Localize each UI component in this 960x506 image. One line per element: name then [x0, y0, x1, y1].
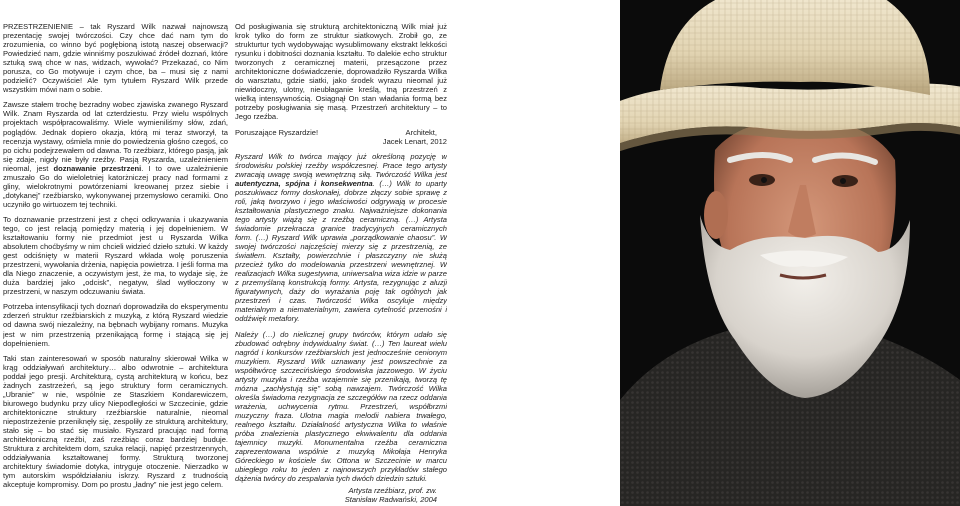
- paragraph-music: Potrzeba intensyfikacji tych doznań doprowadziła do eksperymentu zderzeń struktur rzeźbiarskich z muzyką, z którą Ryszard wiedzie od dawna swój niezależny, na bębnach wybijany romans. Muzyka jest w nim przestrzenią przenikającą formę i stającą się jej dopełnieniem.: [3, 302, 228, 348]
- signature-2-role: Artysta rzeźbiarz, prof. zw.: [348, 486, 437, 496]
- portrait-photo: [620, 0, 960, 506]
- paragraph-bewilderment: [3, 100, 228, 209]
- signature-row-1: [235, 128, 447, 137]
- text-column-left: [3, 22, 228, 504]
- signature-2-name: Stanisław Radwański, 2004: [344, 495, 437, 504]
- quote-second: Należy (…) do nielicznej grupy twórców, którym udało się zbudować odrębny indywidualny świat. (…) Ten laureat wielu nagród i konkursów rzeźbiarskich jest jednocześnie cenionym muzykiem. Ryszard Wilk uznawany jest powszechnie za współtwórcę szczecińskiego środowiska jazzowego. W życiu artysty muzyka i rzeźba wzajemnie się przenikają, tworzą tę mózna „zachłystują się” sobą nawzajem. Twórczość Wilka określa świadoma rezygnacja ze szczegółów na rzecz oddania wrażenia, uchwycenia rytmu. Przestrzeń, współbrzmi muzyczny fraza. Ulotna magia melodii nabiera trwałego, realnego kształtu. Działalność artystyczna Wilka to właśnie próba znalezienia plastycznego ekwiwalentu dla oddania tajemnicy muzyki. Monumentalna rzeźba ceramiczna zaprezentowana wspólnie z muzyką Mikołaja Henryka Góreckiego w kościele św. Ottona w Szczecinie w marcu ubiegłego roku to jeden z najnowszych przykładów stałego dążenia twórcy do zespalania tych dwóch dziedzin sztuki.: [235, 329, 447, 484]
- text-column-right: [235, 22, 447, 504]
- paragraph-bewilderment-tail: . I to owe uzależnienie zmuszało Go do wieloletniej katorżniczej pracy nad formami z gliny, wielokrotnymi powtórzeniami kreowanej przez siebie i „dotykanej” rzeźbiarsko, wykonywanej przemysłowo ceramiki. Ono uczyniło go wirtuozem tej techniki.: [3, 163, 228, 209]
- portrait-image: [620, 0, 960, 506]
- paragraph-intro: PRZESTRZENIENIE – tak Ryszard Wilk nazwał najnowszą prezentację swojej twórczości. Czy chce dać nam tym do zrozumienia, co winno być pogłębioną istotą naszej obserwacji? Powiedzieć nam, gdzie winniśmy poszukiwać źródeł doznań, które sztuką swą chce w nas, widzach, wywołać? Przekazać, co Nim porusza, co Go motywuje i czym chce, ba – musi się z nami podzielić? Oczywiście! Ale tym tytułem Ryszard Wilk przede wszystkim mówi nam o sobie.: [3, 22, 228, 95]
- paragraph-architecture: Taki stan zainteresowań w sposób naturalny skierował Wilka w krąg oddziaływań architektury… albo odwrotnie – architektura poddał jego presji. Architekturą, cystą architekturą w końcu, bez żadnych zastrzeżeń, są jego struktury form ceramicznych. „Ubranie” w nie, wspólnie ze Staszkiem Kondarewiczem, biurowego budynku przy ulicy Niepodległości w Szczecinie, gdzie architektoniczne struktury rzeźbiarskie naturalnie, nieomal niepostrzeżenie przeniknęły się, zespoliły ze strukturą architektury, stało się – bo stać się musiało. Ryszard pracując nad formą architektoniczną rzeźbi, zaś rzeźbiąc coraz bardziej buduje. Struktura z architektem dom, szuka relacji, napięć przestrzennych, oddziaływania kształtowanej formy. Strukturą tworzonej architektury świadomie dotyka, intryguje otoczenie. Nierzadko w tym autorskim współdziałaniu iskrzy. Ryszard z trudnością akceptuje kompromisy. Dom po prostu „ładny” nie jest jego celem.: [3, 353, 228, 490]
- quote-first: [235, 152, 447, 324]
- signature-1-role: Architekt,: [405, 127, 437, 137]
- paragraph-mesh-structures: Od posługiwania się strukturą architektoniczną Wilk miał już krok tylko do form ze struktur siatkowych. Zrobił go, ze strukturtur tych wydobywając wysublimowany ekstrakt lekkości rysunku i dobitności doznania kształtu. To dalekie echo struktur tworzonych z ceramicznej materii, przesączone przez architektoniczne doświadczenie, doprowadziło Ryszarda Wilka do warsztatu, gdzie siatki, jako środek wyrazu nieomal już niewidoczny, ulotny, nieubłaganie kreślą, tną przestrzeń z wielką intensywnością. Osiągnął On stan władania formą bez potrzeby posługiwania się masą. Przestrzeń architektury – to Jego rzeźba.: [235, 22, 447, 122]
- quote-first-text: Ryszard Wilk to twórca mający już określoną pozycję w środowisku polskiej rzeźby współczesnej. Prace tego artysty zwracają uwagę swoją wewnętrzną siłą. Twórczość Wilka jest: [235, 151, 447, 179]
- quote-bold-phrase: autentyczna, spójna i konsekwentna: [235, 178, 373, 188]
- paragraph-space-matter: To doznawanie przestrzeni jest z chęci odkrywania i ukazywania tego, co jest relacją pomiędzy materią i jej dopełnieniem. W kształtowaniu formy nie przedmiot jest u Ryszarda Wilka absolutem choćbyśmy w nim chcieli widzieć dzieło sztuki. W każdy gest odciśnięty w materii Ryszard wkłada wolę poruszenia przestrzeni, wywołania drżenia, napięcia powietrza. I jeśli forma ma dla Niego znaczenie, a oczywistym jest, że ma, to wydaje się, że duża bardziej jako „odcisk”, negatyw, ślad wytłoczony w przestrzeni, w naszym odczuwaniu świata.: [3, 214, 228, 297]
- paragraph-bewilderment-text: Zawsze stałem trochę bezradny wobec zjawiska zwanego Ryszard Wilk. Znam Ryszarda od lat czterdziestu. Przy wielu wspólnych projektach współpracowaliśmy. Wiele wymieniliśmy słów, zdań, poglądów. Jednak dopiero okazja, którą mi teraz stworzył, ta recenzja wystawy, ośmiela mnie do powiedzenia głośno czegoś, co po cichu podejrzewałem od dawna. To rzeźbiarz, którego pasją, jak się zdaje, nigdy nie były rzeźby. Pasją Ryszarda, uzależnieniem nieomal, jest: [3, 100, 228, 173]
- bold-phrase-space: doznawanie przestrzeni: [53, 163, 142, 173]
- signature-2: [235, 486, 437, 504]
- congratulation-line: Poruszające Ryszardzie!: [235, 127, 319, 137]
- quote-first-tail: . (…) Wilk to uparty poszukiwacz formy doskonałej, dobrze złączy sobie sprawę z roli, jaką tworzywo i jego właściwości odgrywają w procesie kształtowania plastycznego znaku. Najważniejsze dokonania tego artysty wiążą się z rzeźbą ceramiczną. (…) Artysta świadomie przekracza granice tradycyjnych ceramicznych form. (…) Ryszard Wilk uprawia „porządkowanie chaosu”. W swojej twórczości najczęściej mierzy się z przestrzenią, ze światłem. Kształty, powierzchnie i płaszczyzny nie służą przecież tylko do modelowania przestrzeni wewnętrznej. W realizacjach Wilka sugestywna, uniwersalna wiza idzie w parze z przemyślaną konstrukcją formy. Artysta, rezygnując z aluzji figuratywnych, daży do wyrażania poję tak ogólnych jak przestrzeń i czas. Twórczość Wilka oscyluje między materialnym a niematerialnym, zawiera cytelność przenośni i oddźwięk metafory.: [235, 178, 447, 324]
- signature-1-name: Jacek Lenart, 2012: [382, 136, 447, 146]
